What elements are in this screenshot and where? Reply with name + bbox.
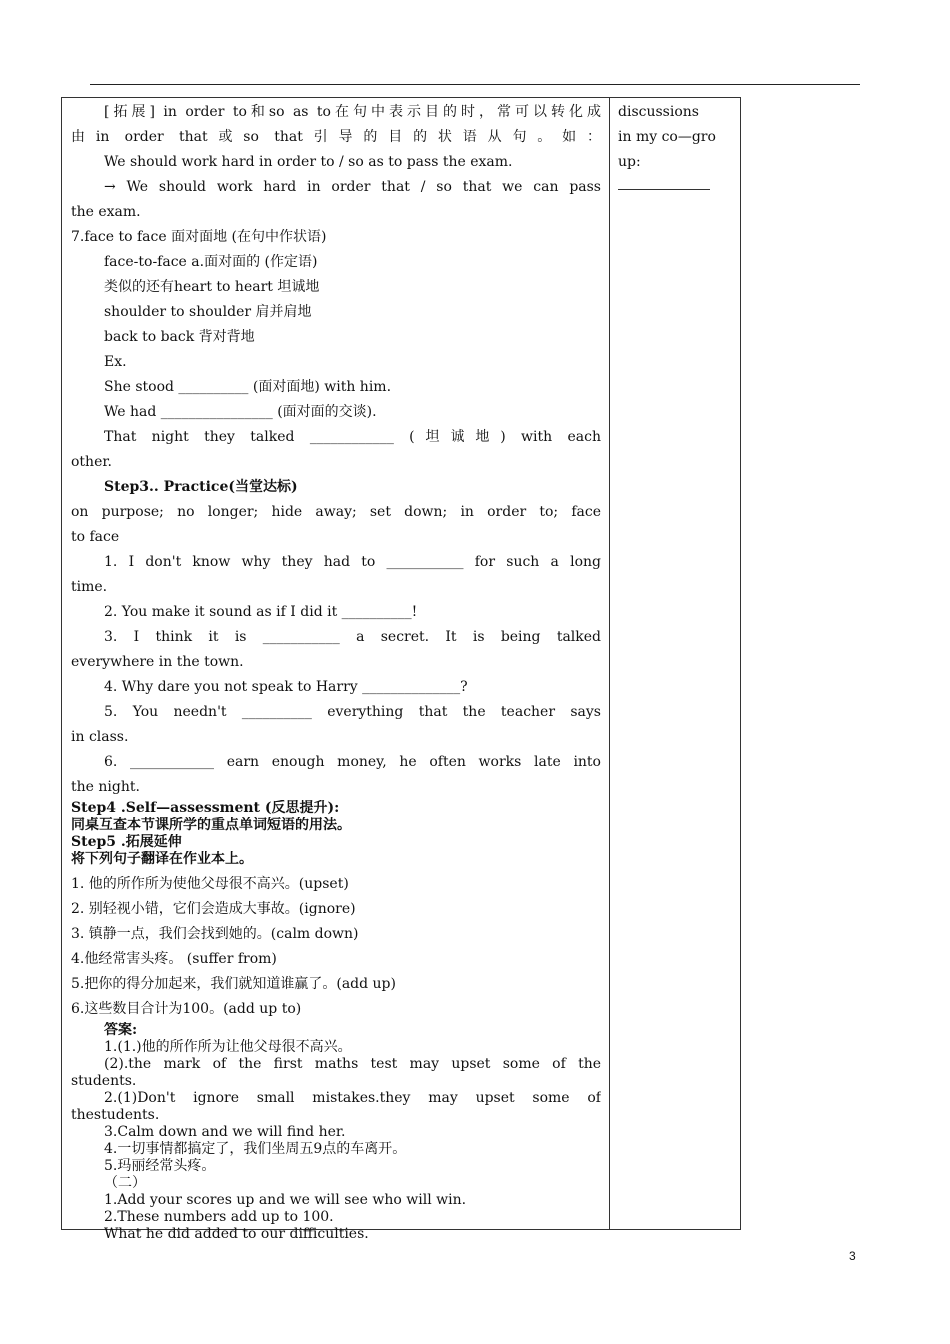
answer-line: (2).the mark of the first maths test may upset some of the xyxy=(104,1056,601,1072)
exercise-line: She stood __________ (面对面地) with him. xyxy=(104,379,392,395)
exercise-line: other. xyxy=(71,454,112,470)
answer-line: thestudents. xyxy=(71,1107,160,1123)
answer-line: 1.Add your scores up and we will see who will win. xyxy=(104,1192,467,1208)
step4-title: Step4 .Self—assessment (反思提升): xyxy=(71,800,340,816)
step4-desc: 同桌互查本节课所学的重点单词短语的用法。 xyxy=(71,817,351,833)
word-bank: to face xyxy=(71,529,120,545)
practice-item: 1. I don't know why they had to ___________ for such a long xyxy=(104,554,601,570)
translate-item: 3. 镇静一点，我们会找到她的。(calm down) xyxy=(71,926,359,942)
side-line: up: xyxy=(618,154,641,170)
step5-desc: 将下列句子翻译在作业本上。 xyxy=(71,851,253,867)
main-column xyxy=(71,100,601,1243)
step5-title: Step5 .拓展延伸 xyxy=(71,834,182,850)
answer-line: 2.(1)Don't ignore small mistakes.they may upset some of xyxy=(104,1090,601,1106)
phrase-heading: 7.face to face 面对面地 (在句中作状语) xyxy=(71,229,327,245)
word-bank: on purpose; no longer; hide away; set down; in order to; face xyxy=(71,504,601,520)
answer-line: 5.玛丽经常头疼。 xyxy=(104,1158,216,1174)
exercise-line: That night they talked ____________ (坦诚地) with each xyxy=(104,429,601,445)
translate-item: 1. 他的所作所为使他父母很不高兴。(upset) xyxy=(71,876,349,892)
translate-item: 2. 别轻视小错，它们会造成大事故。(ignore) xyxy=(71,901,356,917)
answer-line: （二） xyxy=(104,1175,146,1191)
practice-item: the night. xyxy=(71,779,140,795)
practice-item: 3. I think it is ___________ a secret. It is being talked xyxy=(104,629,601,645)
answer-line: What he did added to our difficulties. xyxy=(104,1226,369,1242)
answer-line: 4.一切事情都搞定了，我们坐周五9点的车离开。 xyxy=(104,1141,407,1157)
phrase-line: shoulder to shoulder 肩并肩地 xyxy=(104,304,312,320)
exercise-line: We had ________________ (面对面的交谈). xyxy=(104,404,377,420)
side-line: discussions xyxy=(618,104,699,120)
practice-item: 4. Why dare you not speak to Harry ______________? xyxy=(104,679,468,695)
practice-item: time. xyxy=(71,579,108,595)
column-divider xyxy=(609,97,610,1230)
practice-item: in class. xyxy=(71,729,129,745)
phrase-line: back to back 背对背地 xyxy=(104,329,255,345)
practice-item: 2. You make it sound as if I did it __________! xyxy=(104,604,418,620)
example-line: We should work hard in order to / so as to pass the exam. xyxy=(104,154,513,170)
answer-line: 1.(1.)他的所作所为让他父母很不高兴。 xyxy=(104,1039,352,1055)
example-label: Ex. xyxy=(104,354,127,370)
answer-line: 2.These numbers add up to 100. xyxy=(104,1209,334,1225)
practice-item: everywhere in the town. xyxy=(71,654,244,670)
phrase-line: face-to-face a.面对面的 (作定语) xyxy=(104,254,318,270)
side-column xyxy=(618,100,736,190)
expand-line: 由in order that或so that引导的目的状语从句。如： xyxy=(71,129,601,145)
practice-item: 5. You needn't __________ everything that the teacher says xyxy=(104,704,601,720)
answer-line: 3.Calm down and we will find her. xyxy=(104,1124,346,1140)
practice-item: 6. ____________ earn enough money, he often works late into xyxy=(104,754,601,770)
page-number: 3 xyxy=(849,1249,856,1263)
expand-line: [拓展] in order to和so as to在句中表示目的时，常可以转化成 xyxy=(104,104,601,120)
translate-item: 5.把你的得分加起来，我们就知道谁赢了。(add up) xyxy=(71,976,396,992)
answer-title: 答案: xyxy=(104,1022,138,1038)
header-rule xyxy=(90,84,860,85)
step3-title: Step3.. Practice(当堂达标) xyxy=(104,479,298,495)
example-line: the exam. xyxy=(71,204,141,220)
side-line: in my co—gro xyxy=(618,129,716,145)
example-line: → We should work hard in order that / so that we can pass xyxy=(104,179,601,195)
answer-blank[interactable] xyxy=(618,189,710,190)
translate-item: 4.他经常害头疼。 (suffer from) xyxy=(71,951,277,967)
translate-item: 6.这些数目合计为100。(add up to) xyxy=(71,1001,302,1017)
phrase-line: 类似的还有heart to heart 坦诚地 xyxy=(104,279,320,295)
answer-line: students. xyxy=(71,1073,137,1089)
